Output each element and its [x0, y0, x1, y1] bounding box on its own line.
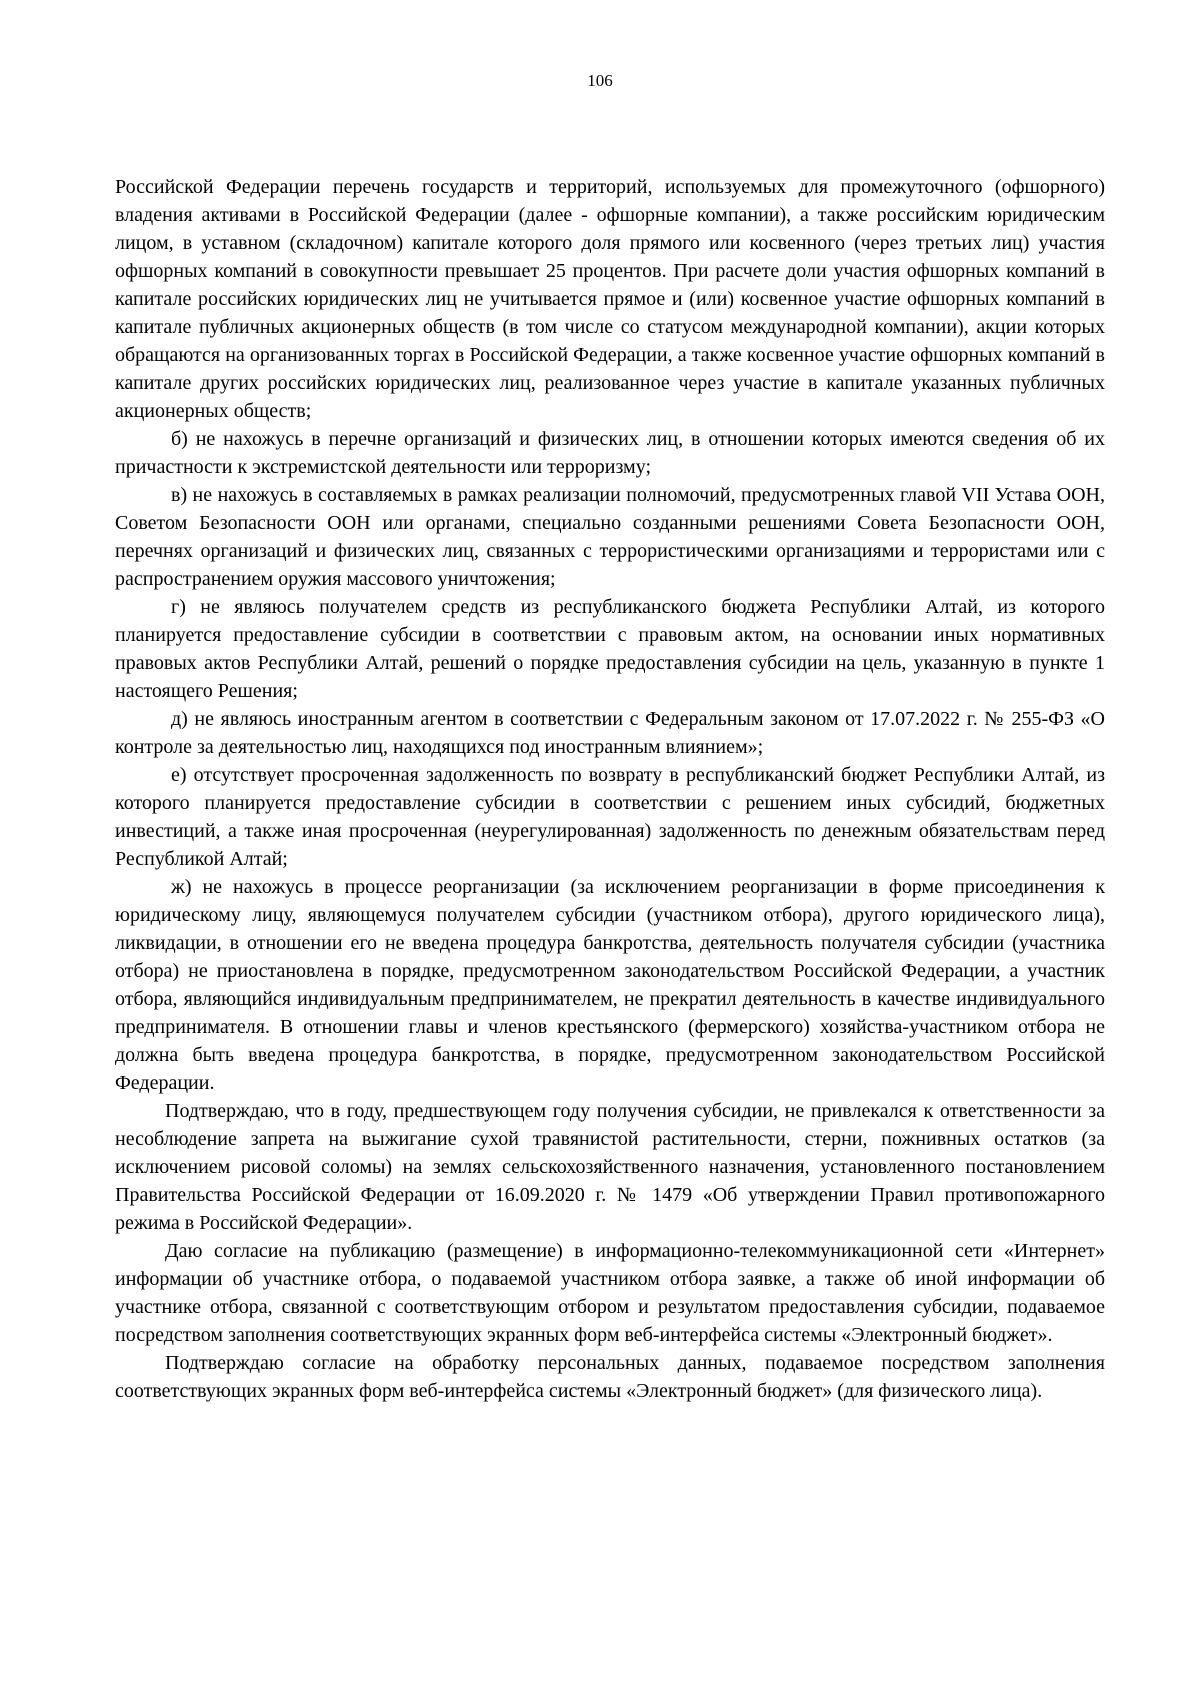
paragraph-personal-data-consent: Подтверждаю согласие на обработку персональных данных, подаваемое посредством заполнения соответствующих экранных форм веб-интерфейса системы «Электронный бюджет» (для физического лица). [115, 1352, 1105, 1402]
document-body [115, 173, 1105, 1405]
paragraph-burning-confirmation: Подтверждаю, что в году, предшествующем году получения субсидии, не привлекался к ответственности за несоблюдение запрета на выжигание сухой травянистой растительности, стерни, пожнивных остатков (за исключением рисовой соломы) на землях сельскохозяйственного назначения, установленного постановлением Правительства Российской Федерации от 16.09.2020 г. № 1479 «Об утверждении Правил противопожарного режима в Российской Федерации». [115, 1100, 1105, 1234]
paragraph-item-zh: ж) не нахожусь в процессе реорганизации (за исключением реорганизации в форме присоединения к юридическому лицу, являющемуся получателем субсидии (участником отбора), другого юридического лица), ликвидации, в отношении его не введена процедура банкротства, деятельность получателя субсидии (участника отбора) не приостановлена в порядке, предусмотренном законодательством Российской Федерации, а участник отбора, являющийся индивидуальным предпринимателем, не прекратил деятельность в качестве индивидуального предпринимателя. В отношении главы и членов крестьянского (фермерского) хозяйства-участником отбора не должна быть введена процедура банкротства, в порядке, предусмотренном законодательством Российской Федерации. [115, 876, 1105, 1094]
paragraph-publication-consent: Даю согласие на публикацию (размещение) в информационно-телекоммуникационной сети «Интернет» информации об участнике отбора, о подаваемой участником отбора заявке, а также об иной информации об участнике отбора, связанной с соответствующим отбором и результатом предоставления субсидии, подаваемое посредством заполнения соответствующих экранных форм веб-интерфейса системы «Электронный бюджет». [115, 1240, 1105, 1346]
paragraph-item-b: б) не нахожусь в перечне организаций и физических лиц, в отношении которых имеются сведения об их причастности к экстремистской деятельности или терроризму; [115, 428, 1105, 478]
paragraph-item-g: г) не являюсь получателем средств из республиканского бюджета Республики Алтай, из которого планируется предоставление субсидии в соответствии с правовым актом, на основании иных нормативных правовых актов Республики Алтай, решений о порядке предоставления субсидии на цель, указанную в пункте 1 настоящего Решения; [115, 596, 1105, 702]
paragraph-item-d: д) не являюсь иностранным агентом в соответствии с Федеральным законом от 17.07.2022 г. № 255-ФЗ «О контроле за деятельностью лиц, находящихся под иностранным влиянием»; [115, 708, 1105, 758]
paragraph-item-v: в) не нахожусь в составляемых в рамках реализации полномочий, предусмотренных главой VII Устава ООН, Советом Безопасности ООН или органами, специально созданными решениями Совета Безопасности ООН, перечнях организаций и физических лиц, связанных с террористическими организациями и террористами или с распространением оружия массового уничтожения; [115, 484, 1105, 590]
paragraph-item-e: е) отсутствует просроченная задолженность по возврату в республиканский бюджет Республики Алтай, из которого планируется предоставление субсидии в соответствии с решением иных субсидий, бюджетных инвестиций, а также иная просроченная (неурегулированная) задолженность по денежным обязательствам перед Республикой Алтай; [115, 764, 1105, 870]
paragraph-offshore-continuation: Российской Федерации перечень государств и территорий, используемых для промежуточного (офшорного) владения активами в Российской Федерации (далее - офшорные компании), а также российским юридическим лицом, в уставном (складочном) капитале которого доля прямого или косвенного (через третьих лиц) участия офшорных компаний в совокупности превышает 25 процентов. При расчете доли участия офшорных компаний в капитале российских юридических лиц не учитывается прямое и (или) косвенное участие офшорных компаний в капитале публичных акционерных обществ (в том числе со статусом международной компании), акции которых обращаются на организованных торгах в Российской Федерации, а также косвенное участие офшорных компаний в капитале других российских юридических лиц, реализованное через участие в капитале указанных публичных акционерных обществ; [115, 176, 1105, 422]
page-number: 106 [587, 71, 613, 90]
